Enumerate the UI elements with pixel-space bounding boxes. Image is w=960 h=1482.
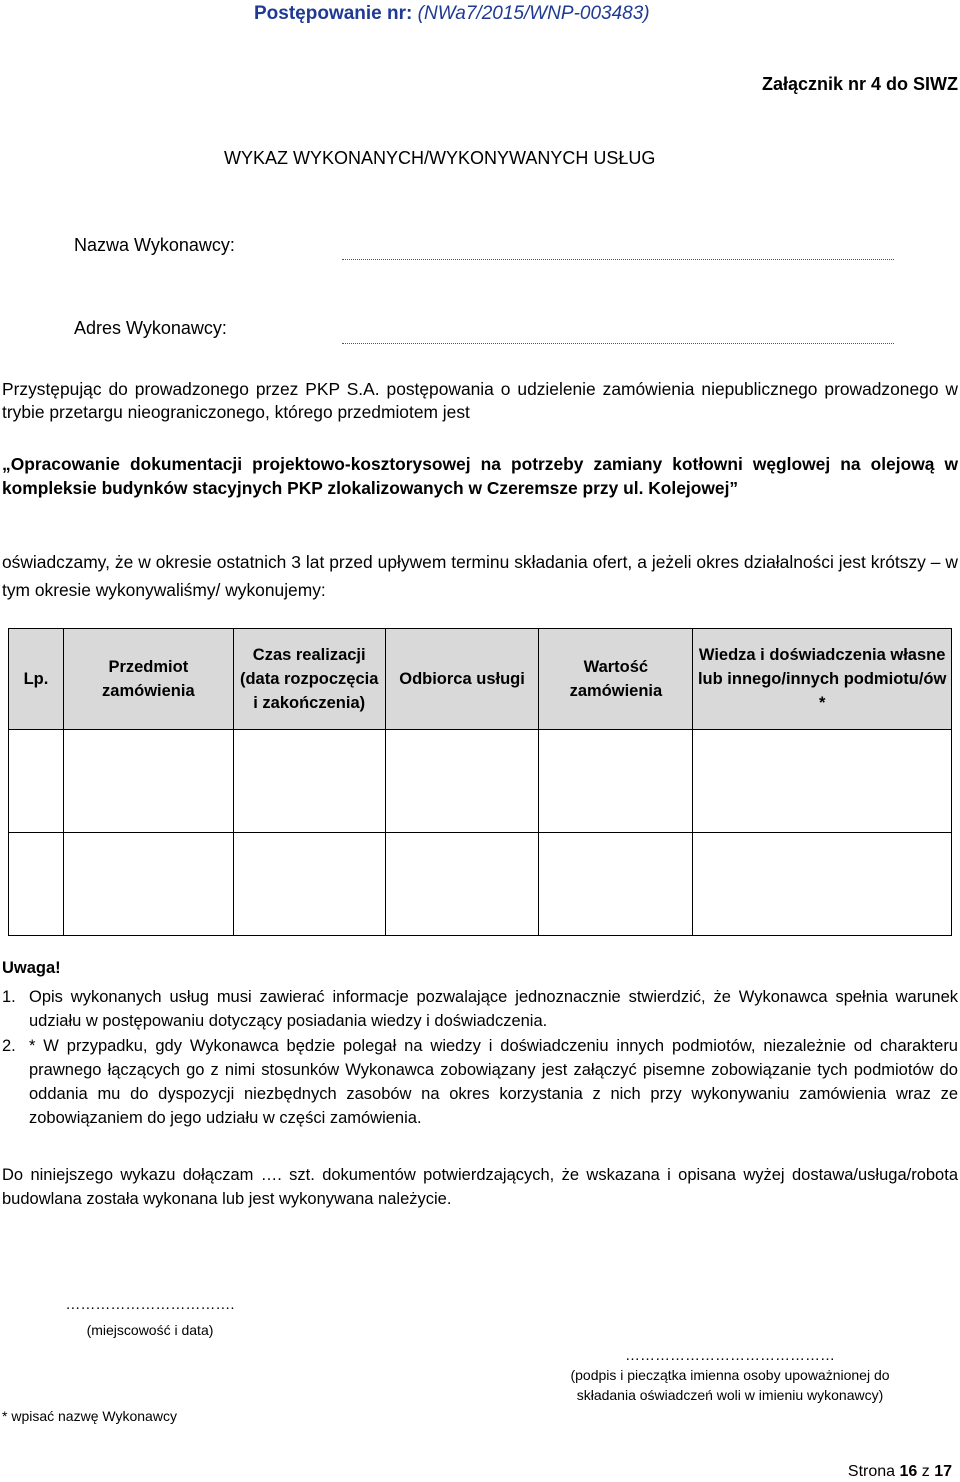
table-cell[interactable] [9, 730, 64, 833]
page-number: 16 [899, 1463, 918, 1480]
table-cell[interactable] [539, 833, 693, 936]
table-cell[interactable] [693, 833, 952, 936]
contractor-address-field[interactable] [342, 343, 894, 344]
contract-subject: „Opracowanie dokumentacji projektowo-kosztorysowej na potrzeby zamiany kotłowni węglowej na olejową w kompleksie budynków stacyjnych PKP zlokalizowanych w Czeremsze przy ul. Kolejowej” [2, 454, 958, 498]
col-header-value: Wartość zamówienia [539, 629, 693, 730]
table-cell[interactable] [63, 730, 233, 833]
signature-dots[interactable]: …………………………………… [625, 1347, 835, 1364]
attachment-paragraph: Do niniejszego wykazu dołączam …. szt. dokumentów potwierdzających, że wskazana i opisana wyżej dostawa/usługa/robota budowlana została wykonana lub jest wykonywana należycie. [2, 1166, 958, 1208]
table-cell[interactable] [233, 833, 385, 936]
table-cell[interactable] [385, 833, 539, 936]
contractor-address-label: Adres Wykonawcy: [74, 318, 227, 338]
document-title: WYKAZ WYKONANYCH/WYKONYWANYCH USŁUG [224, 148, 656, 168]
contractor-name-label: Nazwa Wykonawcy: [74, 235, 235, 255]
page-footer [848, 1463, 952, 1481]
table-cell[interactable] [539, 730, 693, 833]
table-row [9, 833, 952, 936]
annex-label: Załącznik nr 4 do SIWZ [761, 74, 958, 94]
note-2-number: 2. [2, 1037, 16, 1055]
col-header-lp: Lp. [9, 629, 64, 730]
table-cell[interactable] [233, 730, 385, 833]
page-separator: z [921, 1463, 930, 1480]
place-date-dots[interactable]: ……………………………. [65, 1296, 235, 1313]
place-date-label: (miejscowość i data) [86, 1322, 214, 1338]
declaration-paragraph: oświadczamy, że w okresie ostatnich 3 lat przed upływem terminu składania ofert, a jeżeli okres działalności jest krótszy – w tym okresie wykonywaliśmy/ wykonujemy: [2, 552, 958, 600]
procedure-label: Postępowanie nr: [254, 3, 413, 24]
table-header-row [9, 629, 952, 730]
signature-label-2: składania oświadczeń woli w imieniu wykonawcy) [576, 1387, 884, 1403]
note-1-number: 1. [2, 988, 16, 1006]
procedure-number [254, 3, 650, 25]
intro-paragraph: Przystępując do prowadzonego przez PKP S.A. postępowania o udzielenie zamówienia niepublicznego prowadzonego w trybie przetargu nieograniczonego, którego przedmiotem jest [2, 379, 958, 422]
table-cell[interactable] [385, 730, 539, 833]
table-cell[interactable] [9, 833, 64, 936]
notes-title: Uwaga! [2, 959, 61, 977]
col-header-experience: Wiedza i doświadczenia własne lub innego/innych podmiotu/ów * [693, 629, 952, 730]
col-header-subject: Przedmiot zamówienia [63, 629, 233, 730]
page-prefix: Strona [847, 1463, 896, 1480]
table-row [9, 730, 952, 833]
procedure-id: (NWa7/2015/WNP-003483) [417, 3, 650, 24]
note-2-text: * W przypadku, gdy Wykonawca będzie polegał na wiedzy i doświadczeniu innych podmiotów, niezależnie od charakteru prawnego łączących go z nimi stosunków Wykonawca zobowiązany jest załączyć pisemne zobowiązanie tych podmiotów do oddania mu do dyspozycji niezbędnych zasobów na okres korzystania z nich przy wykonywaniu zamówienia wraz ze zobowiązaniem do jego udziału w części zamówienia. [29, 1037, 958, 1127]
col-header-recipient: Odbiorca usługi [385, 629, 539, 730]
page-total: 17 [934, 1463, 952, 1480]
col-header-period: Czas realizacji (data rozpoczęcia i zakończenia) [233, 629, 385, 730]
signature-label-1: (podpis i pieczątka imienna osoby upoważnionej do [570, 1367, 890, 1383]
table-cell[interactable] [63, 833, 233, 936]
table-cell[interactable] [693, 730, 952, 833]
services-table [8, 628, 952, 936]
footnote: * wpisać nazwę Wykonawcy [2, 1408, 177, 1424]
note-1-text: Opis wykonanych usług musi zawierać informacje pozwalające jednoznacznie stwierdzić, że Wykonawca spełnia warunek udziału w postępowaniu dotyczący posiadania wiedzy i doświadczenia. [29, 988, 958, 1030]
contractor-name-field[interactable] [342, 259, 894, 260]
